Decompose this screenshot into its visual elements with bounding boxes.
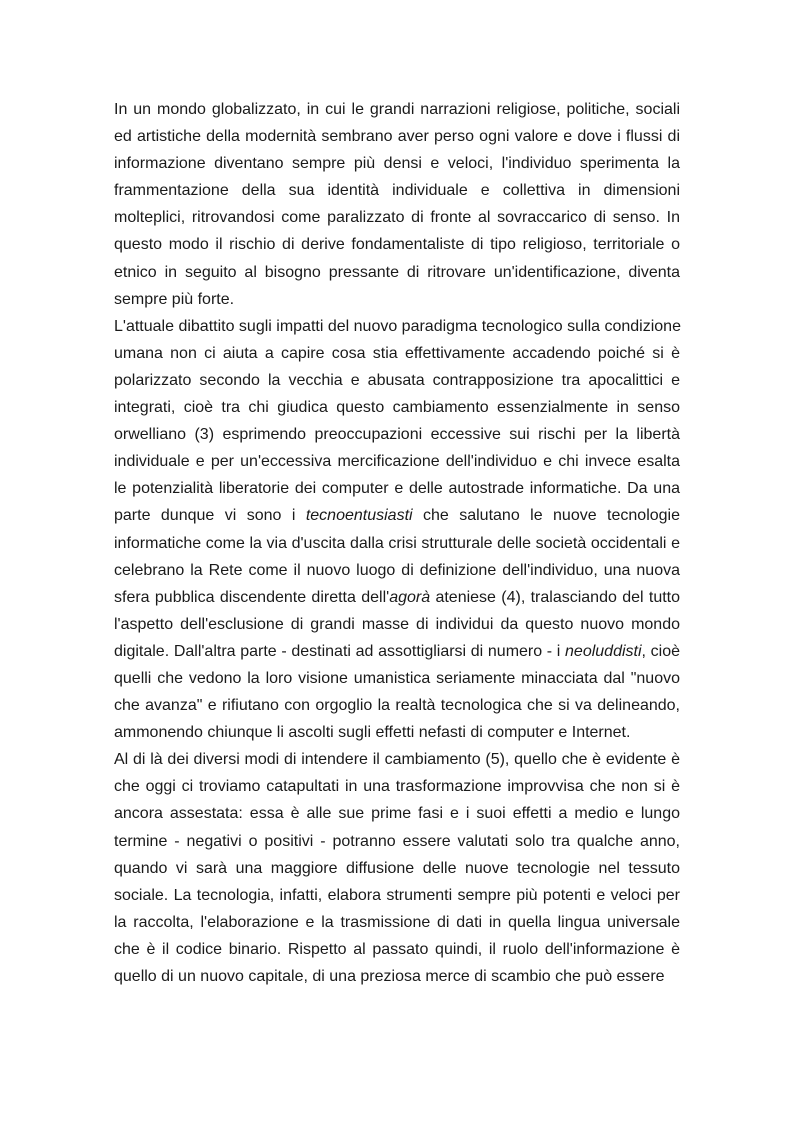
text-segment: sempre più forte. [114,290,235,308]
text-line [114,584,680,611]
text-segment: In un mondo globalizzato, in cui le grandi narrazioni religiose, politiche, sociali [114,101,680,118]
text-segment: Al di là dei diversi modi di intendere il cambiamento (5), quello che è evidente è [114,751,680,769]
text-line [114,204,680,231]
text-line [114,502,680,529]
text-segment: che è il codice binario. Rispetto al passato quindi, il ruolo dell'informazione è [114,940,680,958]
text-segment: quando vi sarà una maggiore diffusione delle nuove tecnologie nel tessuto [114,859,680,877]
text-line [114,800,680,827]
text-segment: integrati, cioè tra chi giudica questo cambiamento essenzialmente in senso [114,399,680,417]
paragraph [114,746,680,990]
text-line [114,177,680,204]
text-segment: etnico in seguito al bisogno pressante di ritrovare un'identificazione, diventa [114,263,680,281]
text-line [114,530,680,557]
text-line [114,909,680,936]
text-line [114,340,680,367]
text-line [114,231,680,258]
italic-term: tecnoentusiasti [305,507,413,525]
text-segment: parte dunque vi sono i [114,507,306,525]
text-segment: digitale. Dall'altra parte - destinati ad assottigliarsi di numero - i [114,642,566,660]
text-line [114,286,680,313]
text-line [114,855,680,882]
text-segment: molteplici, ritrovandosi come paralizzato di fronte al sovraccarico di senso. In [114,209,680,227]
text-line [114,692,680,719]
text-line [114,746,680,773]
text-segment: informatiche come la via d'uscita dalla crisi strutturale delle società occidentali e [114,534,680,552]
text-line [114,773,680,800]
text-line [114,557,680,584]
text-segment: termine - negativi o positivi - potranno essere valutati solo tra qualche anno, [114,832,680,850]
text-line [114,367,680,394]
text-segment: che avanza" e rifiutano con orgoglio la realtà tecnologica che si va delineando, [114,697,680,715]
text-segment: , cioè [641,642,680,660]
text-line [114,448,680,475]
text-line [114,638,680,665]
text-segment: l'aspetto dell'esclusione di grandi masse di individui da questo nuovo mondo [114,615,680,633]
text-segment: orwelliano (3) esprimendo preoccupazioni eccessive sui rischi per la libertà [114,426,680,444]
text-segment: la raccolta, l'elaborazione e la trasmissione di dati in quella lingua universale [114,913,680,931]
text-segment: ateniese (4), tralasciando del tutto [430,588,681,606]
text-line [114,936,680,963]
text-segment: quelli che vedono la loro visione umanistica seriamente minacciata dal "nuovo [114,669,680,687]
paragraph [114,313,680,747]
text-segment: frammentazione della sua identità individuale e collettiva in dimensioni [114,182,680,200]
body-text [114,96,680,990]
text-segment: celebrano la Rete come il nuovo luogo di definizione dell'individuo, una nuova [114,561,680,579]
text-segment: umana non ci aiuta a capire cosa stia effettivamente accadendo poiché si è [114,344,680,362]
text-line [114,475,680,502]
text-segment: questo modo il rischio di derive fondamentaliste di tipo religioso, territoriale o [114,236,680,254]
text-line [114,421,680,448]
text-line [114,313,680,340]
text-line [114,96,680,123]
italic-term: neoluddisti [565,642,642,660]
text-segment: L'attuale dibattito sugli impatti del nuovo paradigma tecnologico sulla condizione [114,317,681,335]
italic-term: agorà [389,588,431,606]
text-segment: sociale. La tecnologia, infatti, elabora strumenti sempre più potenti e veloci per [114,886,680,904]
text-line [114,394,680,421]
text-line [114,611,680,638]
text-line [114,828,680,855]
text-segment: quello di un nuovo capitale, di una preziosa merce di scambio che può essere [114,968,665,985]
text-segment: che salutano le nuove tecnologie [412,507,681,525]
text-line [114,150,680,177]
text-segment: ed artistiche della modernità sembrano aver perso ogni valore e dove i flussi di [114,128,680,146]
text-segment: informazione diventano sempre più densi e veloci, l'individuo sperimenta la [114,155,680,173]
text-segment: polarizzato secondo la vecchia e abusata contrapposizione tra apocalittici e [114,371,680,389]
text-line [114,259,680,286]
text-line [114,963,680,990]
text-segment: sfera pubblica discendente diretta dell' [114,588,390,606]
text-line [114,719,680,746]
text-segment: individuale e per un'eccessiva mercificazione dell'individuo e chi invece esalta [114,453,680,471]
text-segment: ancora assestata: essa è alle sue prime fasi e i suoi effetti a medio e lungo [114,805,680,823]
text-line [114,882,680,909]
text-segment: le potenzialità liberatorie dei computer e delle autostrade informatiche. Da una [114,480,680,498]
text-segment: ammonendo chiunque li ascolti sugli effetti nefasti di computer e Internet. [114,724,631,742]
paragraph [114,96,680,313]
text-line [114,123,680,150]
text-line [114,665,680,692]
text-segment: che oggi ci troviamo catapultati in una trasformazione improvvisa che non si è [114,778,680,796]
